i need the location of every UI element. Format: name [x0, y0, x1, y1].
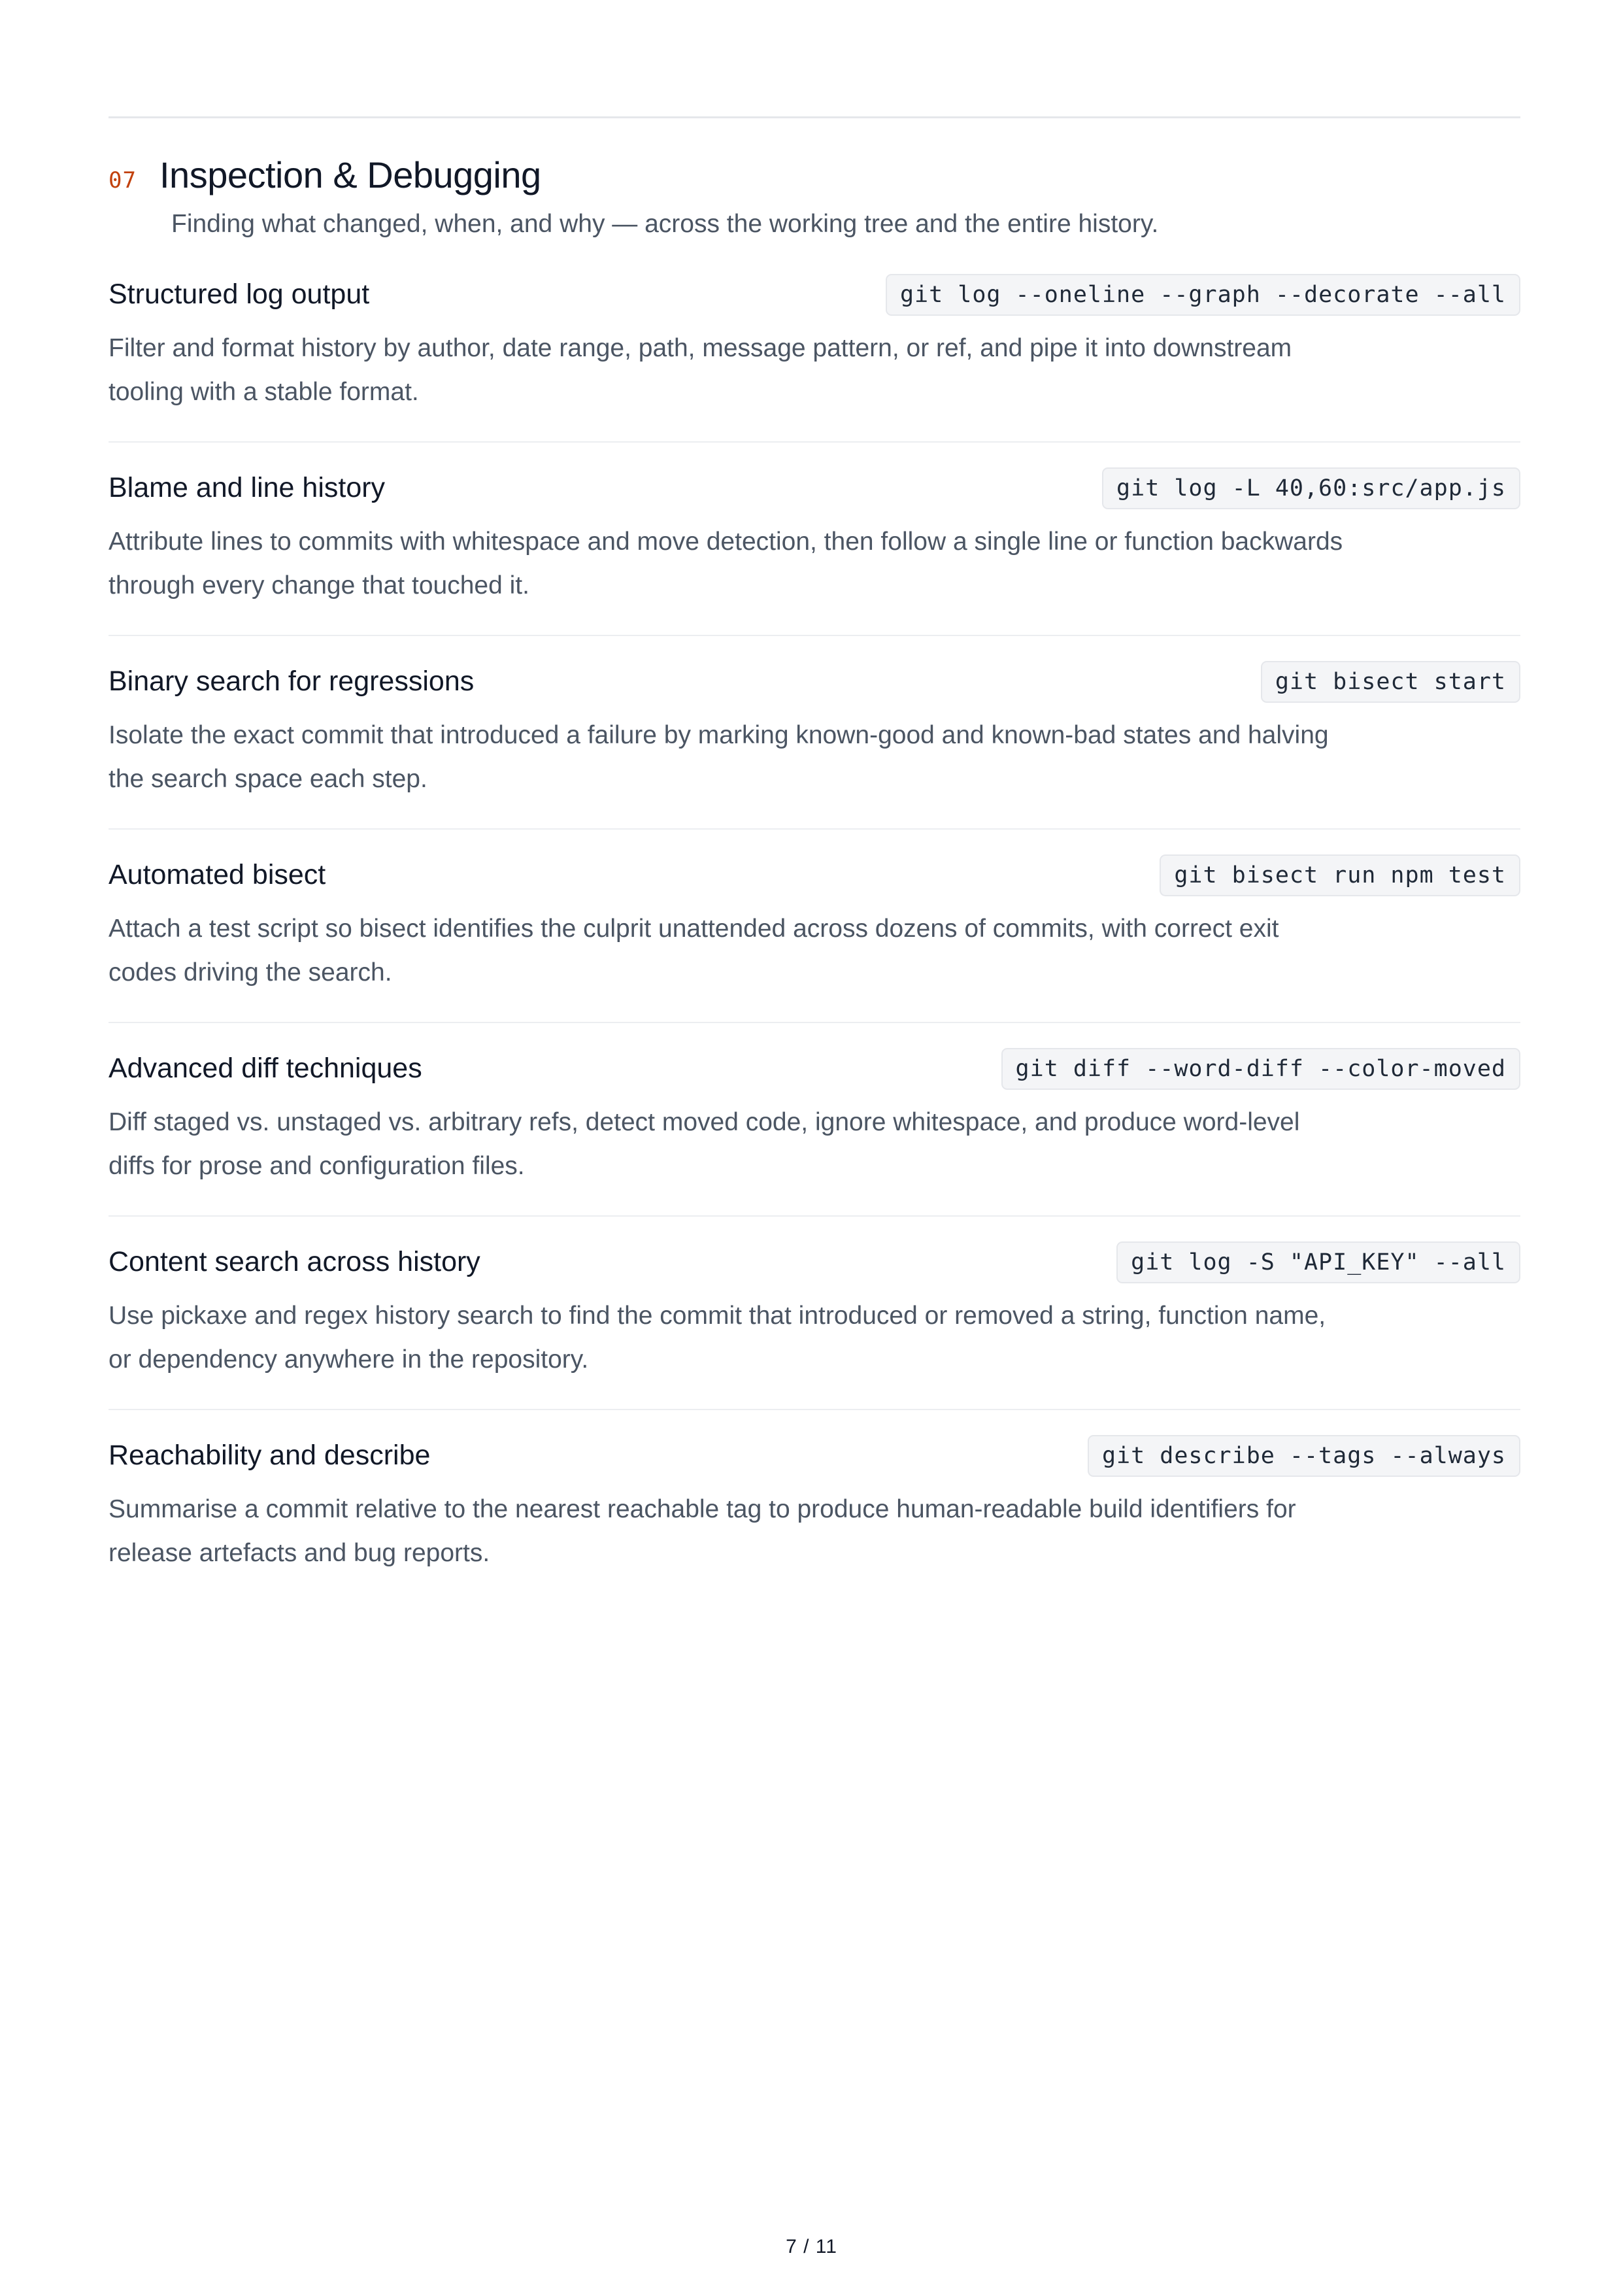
item-header: [109, 660, 1520, 704]
list-item: [109, 660, 1520, 830]
section-header: [109, 154, 1520, 196]
item-description: Use pickaxe and regex history search to find the commit that introduced or removed a string, function name, or dependency anywhere in the repository.: [109, 1301, 1326, 1374]
page-indicator: 7 / 11: [786, 2236, 837, 2257]
item-header: [109, 1047, 1520, 1091]
command-snippet: git bisect run npm test: [1160, 854, 1520, 896]
item-title: Blame and line history: [109, 472, 386, 504]
item-title: Binary search for regressions: [109, 666, 475, 698]
item-title: Automated bisect: [109, 859, 326, 891]
command-snippet: git bisect start: [1261, 661, 1520, 703]
list-item: [109, 853, 1520, 1023]
item-title: Content search across history: [109, 1246, 480, 1278]
item-title: Structured log output: [109, 279, 370, 311]
section-title: Inspection & Debugging: [159, 154, 541, 195]
list-item: [109, 1047, 1520, 1217]
item-list: [109, 273, 1520, 1602]
item-title: Reachability and describe: [109, 1440, 431, 1472]
list-item: [109, 273, 1520, 443]
item-description: Summarise a commit relative to the nearest reachable tag to produce human-readable build identifiers for release artefacts and bug reports.: [109, 1494, 1296, 1567]
command-snippet: git log -L 40,60:src/app.js: [1102, 467, 1520, 509]
command-snippet: git describe --tags --always: [1088, 1435, 1520, 1477]
section-number: 07: [109, 167, 137, 194]
section-lead: Finding what changed, when, and why — across the working tree and the entire history.: [171, 210, 1159, 238]
list-item: [109, 1434, 1520, 1602]
item-description: Diff staged vs. unstaged vs. arbitrary refs, detect moved code, ignore whitespace, and produce word-level diffs for prose and configuration files.: [109, 1107, 1300, 1180]
item-description: Attribute lines to commits with whitespace and move detection, then follow a single line or function backwards through every change that touched it.: [109, 527, 1343, 599]
item-header: [109, 1434, 1520, 1478]
command-snippet: git log -S "API_KEY" --all: [1116, 1241, 1520, 1283]
item-header: [109, 273, 1520, 317]
item-title: Advanced diff techniques: [109, 1053, 422, 1085]
list-item: [109, 466, 1520, 636]
item-description: Isolate the exact commit that introduced a failure by marking known-good and known-bad states and halving the search space each step.: [109, 720, 1329, 793]
item-description: Filter and format history by author, date range, path, message pattern, or ref, and pipe it into downstream tooling with a stable format.: [109, 333, 1292, 406]
item-header: [109, 466, 1520, 511]
command-snippet: git log --oneline --graph --decorate --all: [886, 274, 1520, 316]
command-snippet: git diff --word-diff --color-moved: [1001, 1048, 1520, 1090]
page-content: [109, 116, 1520, 1626]
item-header: [109, 853, 1520, 898]
top-divider: [109, 116, 1520, 118]
item-description: Attach a test script so bisect identifies the culprit unattended across dozens of commits, with correct exit codes driving the search.: [109, 914, 1279, 987]
list-item: [109, 1240, 1520, 1410]
item-header: [109, 1240, 1520, 1285]
